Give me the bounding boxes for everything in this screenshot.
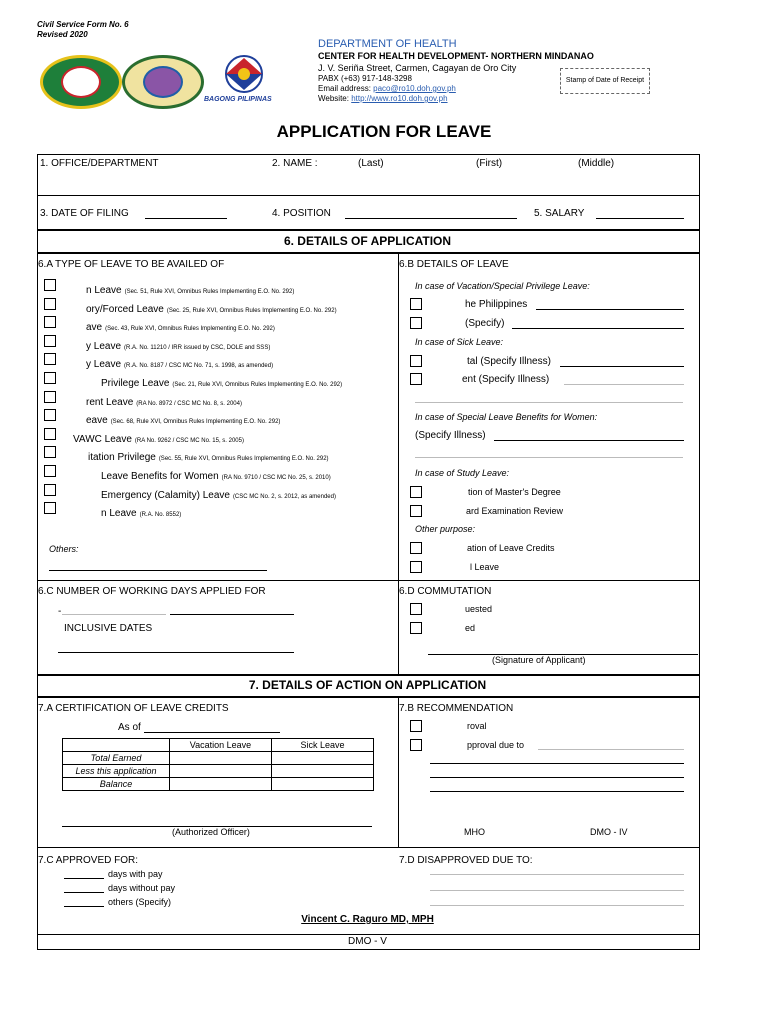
salary-field[interactable] <box>596 218 684 219</box>
others-field[interactable] <box>49 570 267 571</box>
leave-type-label: Privilege Leave <box>101 378 170 389</box>
col-sick: Sick Leave <box>272 739 374 752</box>
name-label: 2. NAME : <box>272 158 318 169</box>
leave-type-item <box>73 429 244 447</box>
website-link[interactable]: http://www.ro10.doh.gov.ph <box>351 94 448 103</box>
study-masters-label: tion of Master's Degree <box>468 487 561 497</box>
others-label: Others: <box>49 544 79 554</box>
study-bar-label: ard Examination Review <box>466 506 564 516</box>
leave-type-label: y Leave <box>86 359 122 370</box>
leave-type-reference: (Sec. 55, Rule XVI, Omnibus Rules Implementing E.O. No. 292) <box>158 456 329 462</box>
footer-dmo-v: DMO - V <box>348 936 387 947</box>
leave-type-item <box>88 447 329 465</box>
leave-type-reference: (CSC MC No. 2, s. 2012, as amended) <box>232 494 336 500</box>
vac-heading: In case of Vacation/Special Privilege Leave: <box>415 281 590 291</box>
salary-label: 5. SALARY <box>534 208 585 219</box>
as-of-label: As of <box>118 722 141 733</box>
s6d-title: 6.D COMMUTATION <box>399 586 492 597</box>
terminal-leave-label: l Leave <box>470 562 500 572</box>
cell[interactable] <box>272 765 374 778</box>
s7c-title: 7.C APPROVED FOR: <box>38 855 139 866</box>
dmo-iv-label: DMO - IV <box>590 827 628 837</box>
leave-type-label: n Leave <box>86 285 122 296</box>
pabx: PABX (+63) 917-148-3298 <box>318 74 412 83</box>
position-label: 4. POSITION <box>272 208 331 219</box>
address: J. V. Seriña Street, Carmen, Cagayan de Oro City <box>318 63 517 73</box>
women-heading: In case of Special Leave Benefits for Women: <box>415 412 598 422</box>
cell[interactable] <box>170 778 272 791</box>
leave-type-item <box>86 299 337 317</box>
leave-type-reference: (RA No. 8972 / CSC MC No. 8, s. 2004) <box>136 401 242 407</box>
office-label: 1. OFFICE/DEPARTMENT <box>40 158 159 169</box>
leave-type-checkbox[interactable] <box>44 446 56 458</box>
form-revision: Revised 2020 <box>37 30 88 39</box>
sick-heading: In case of Sick Leave: <box>415 337 504 347</box>
cell[interactable] <box>170 765 272 778</box>
s6b-title: 6.B DETAILS OF LEAVE <box>399 259 509 270</box>
chd-seal <box>122 55 204 109</box>
center-name: CENTER FOR HEALTH DEVELOPMENT- NORTHERN MINDANAO <box>318 51 594 61</box>
leave-type-reference: (RA No. 9262 / CSC MC No. 15, s. 2005) <box>134 438 244 444</box>
email-line: Email address: paco@ro10.doh.gov.ph <box>318 84 456 93</box>
row-less-this: Less this application <box>63 765 170 778</box>
bagong-pilipinas-logo: BAGONG PILIPINAS <box>204 52 284 104</box>
stamp-box: Stamp of Date of Receipt <box>560 68 650 94</box>
first-name-label: (First) <box>476 158 503 169</box>
leave-type-item <box>86 280 294 298</box>
s7b-title: 7.B RECOMMENDATION <box>399 703 514 714</box>
commutation-requested-label: uested <box>465 604 493 614</box>
leave-type-checkbox[interactable] <box>44 372 56 384</box>
leave-credits-table <box>62 738 374 791</box>
applicant-signature-label: (Signature of Applicant) <box>492 655 586 665</box>
working-days-field[interactable] <box>170 614 294 615</box>
leave-type-item <box>86 336 270 354</box>
leave-type-label: n Leave <box>101 508 137 519</box>
row-balance: Balance <box>63 778 170 791</box>
leave-type-reference: (Sec. 25, Rule XVI, Omnibus Rules Implementing E.O. No. 292) <box>166 308 337 314</box>
row-total-earned: Total Earned <box>63 752 170 765</box>
date-filing-label: 3. DATE OF FILING <box>40 208 129 219</box>
leave-type-item <box>101 373 342 391</box>
leave-type-checkbox[interactable] <box>44 391 56 403</box>
other-purpose-heading: Other purpose: <box>415 524 476 534</box>
s7d-title: 7.D DISAPPROVED DUE TO: <box>399 855 533 866</box>
sick-outpatient-label: ent (Specify Illness) <box>462 374 550 385</box>
commutation-not-requested-checkbox[interactable] <box>410 622 422 634</box>
days-without-pay-label: days without pay <box>108 883 176 893</box>
study-heading: In case of Study Leave: <box>415 468 510 478</box>
leave-type-item <box>86 410 280 428</box>
approval-checkbox[interactable] <box>410 720 422 732</box>
s6c-title: 6.C NUMBER OF WORKING DAYS APPLIED FOR <box>38 586 266 597</box>
sick-hospital-label: tal (Specify Illness) <box>467 356 551 367</box>
leave-type-checkbox[interactable] <box>44 465 56 477</box>
leave-type-reference: (Sec. 43, Rule XVI, Omnibus Rules Implementing E.O. No. 292) <box>105 326 275 332</box>
leave-type-item <box>101 466 331 484</box>
leave-type-item <box>86 392 242 410</box>
leave-type-item <box>86 317 275 335</box>
days-with-pay-field[interactable] <box>64 878 104 879</box>
days-dash: - <box>58 606 62 617</box>
cell[interactable] <box>170 752 272 765</box>
cell[interactable] <box>272 778 374 791</box>
leave-type-label: ory/Forced Leave <box>86 304 164 315</box>
s6a-title: 6.A TYPE OF LEAVE TO BE AVAILED OF <box>38 259 225 270</box>
section-7-title: 7. DETAILS OF ACTION ON APPLICATION <box>248 678 487 692</box>
leave-type-reference: (Sec. 51, Rule XVI, Omnibus Rules Implementing E.O. No. 292) <box>124 289 295 295</box>
study-masters-checkbox[interactable] <box>410 486 422 498</box>
sick-outpatient-checkbox[interactable] <box>410 373 422 385</box>
cell[interactable] <box>272 752 374 765</box>
signatory-name: Vincent C. Raguro MD, MPH <box>301 914 434 925</box>
authorized-officer-label: (Authorized Officer) <box>172 827 250 837</box>
sick-hospital-checkbox[interactable] <box>410 355 422 367</box>
website-line: Website: http://www.ro10.doh.gov.ph <box>318 94 448 103</box>
leave-type-label: Emergency (Calamity) Leave <box>101 490 230 501</box>
leave-type-checkbox[interactable] <box>44 335 56 347</box>
vac-abroad-label: (Specify) <box>465 318 505 329</box>
col-vacation: Vacation Leave <box>170 739 272 752</box>
study-bar-checkbox[interactable] <box>410 505 422 517</box>
commutation-requested-checkbox[interactable] <box>410 603 422 615</box>
leave-type-checkbox[interactable] <box>44 298 56 310</box>
leave-type-label: rent Leave <box>86 397 134 408</box>
last-name-label: (Last) <box>358 158 384 169</box>
leave-type-item <box>101 503 181 521</box>
leave-type-label: itation Privilege <box>88 452 156 463</box>
page-title: APPLICATION FOR LEAVE <box>276 122 492 141</box>
disapproval-label: pproval due to <box>467 740 525 750</box>
approval-label: roval <box>467 721 487 731</box>
dept-name: DEPARTMENT OF HEALTH <box>318 38 457 50</box>
leave-type-checkbox[interactable] <box>44 316 56 328</box>
others-specify-field[interactable] <box>64 906 104 907</box>
email-link[interactable]: paco@ro10.doh.gov.ph <box>373 84 456 93</box>
vac-within-checkbox[interactable] <box>410 298 422 310</box>
women-illness-label: (Specify Illness) <box>415 430 486 441</box>
inclusive-dates-field[interactable] <box>58 652 294 653</box>
leave-type-label: eave <box>86 415 108 426</box>
leave-type-reference: (RA No. 9710 / CSC MC No. 25, s. 2010) <box>221 475 331 481</box>
terminal-leave-checkbox[interactable] <box>410 561 422 573</box>
s7a-title: 7.A CERTIFICATION OF LEAVE CREDITS <box>38 703 229 714</box>
inclusive-dates-label: INCLUSIVE DATES <box>64 623 153 634</box>
leave-type-reference: (Sec. 68, Rule XVI, Omnibus Rules Implementing E.O. No. 292) <box>110 419 281 425</box>
form-number: Civil Service Form No. 6 <box>37 20 129 29</box>
leave-type-checkbox[interactable] <box>44 279 56 291</box>
leave-type-reference: (Sec. 21, Rule XVI, Omnibus Rules Implementing E.O. No. 292) <box>172 382 343 388</box>
mho-label: MHO <box>464 827 485 837</box>
days-with-pay-label: days with pay <box>108 869 163 879</box>
others-specify-label: others (Specify) <box>108 897 172 907</box>
leave-type-checkbox[interactable] <box>44 428 56 440</box>
date-filing-field[interactable] <box>145 218 227 219</box>
monetization-checkbox[interactable] <box>410 542 422 554</box>
leave-type-checkbox[interactable] <box>44 502 56 514</box>
leave-type-label: Leave Benefits for Women <box>101 471 219 482</box>
leave-type-label: VAWC Leave <box>73 434 132 445</box>
leave-type-checkbox[interactable] <box>44 409 56 421</box>
position-field[interactable] <box>345 218 517 219</box>
leave-type-reference: (R.A. No. 8187 / CSC MC No. 71, s. 1998, as amended) <box>124 363 274 369</box>
leave-type-item <box>101 485 336 503</box>
leave-type-checkbox[interactable] <box>44 484 56 496</box>
vac-within-label: he Philippines <box>465 299 528 310</box>
vac-abroad-checkbox[interactable] <box>410 317 422 329</box>
middle-name-label: (Middle) <box>578 158 615 169</box>
commutation-not-requested-label: ed <box>465 623 476 633</box>
leave-type-item <box>86 354 273 372</box>
days-without-pay-field[interactable] <box>64 892 104 893</box>
leave-type-reference: (R.A. No. 8552) <box>139 512 182 518</box>
section-6-title: 6. DETAILS OF APPLICATION <box>283 234 452 248</box>
leave-type-reference: (R.A. No. 11210 / IRR issued by CSC, DOLE and SSS) <box>124 345 271 351</box>
leave-type-checkbox[interactable] <box>44 353 56 365</box>
doh-seal <box>40 55 122 109</box>
as-of-field[interactable] <box>144 732 280 733</box>
monetization-label: ation of Leave Credits <box>467 543 555 553</box>
disapproval-checkbox[interactable] <box>410 739 422 751</box>
leave-type-label: y Leave <box>86 341 122 352</box>
leave-type-label: ave <box>86 322 103 333</box>
